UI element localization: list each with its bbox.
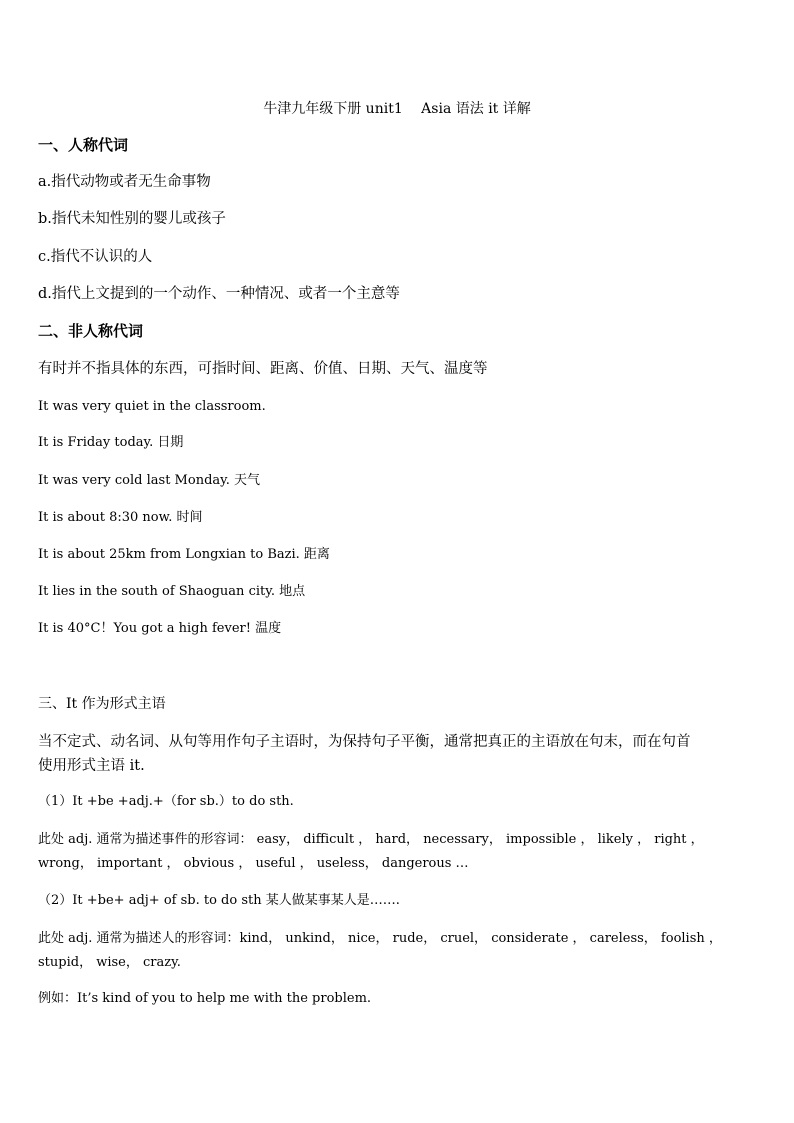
section2-example: It was very quiet in the classroom. [38,399,266,414]
section1-item-a: a.指代动物或者无生命事物 [38,174,211,190]
section2-example: It is 40°C！You got a high fever! 温度 [38,621,282,636]
section3-intro-line2: 使用形式主语 it. [38,758,145,774]
section2-heading: 二、非人称代词 [38,322,144,340]
section3-pattern2: （2）It +be+ adj+ of sb. to do sth 某人做某事某人是……. [38,893,400,908]
section2-example: It was very cold last Monday. 天气 [38,473,261,488]
section3-adjectives1-line1: 此处 adj. 通常为描述事件的形容词： easy， difficult ， hard， necessary， impossible ， likely ， right ， [38,832,704,847]
section3-heading: 三、It 作为形式主语 [38,696,166,712]
section1-item-b: b.指代未知性别的婴儿或孩子 [38,211,226,227]
section3-adjectives2-line2: stupid， wise， crazy. [38,955,181,970]
section1-heading: 一、人称代词 [38,136,129,154]
section3-example: 例如：It’s kind of you to help me with the problem. [38,991,372,1006]
section1-item-d: d.指代上文提到的一个动作、一种情况、或者一个主意等 [38,286,400,302]
section2-intro: 有时并不指具体的东西，可指时间、距离、价值、日期、天气、温度等 [38,361,488,377]
section2-example: It is about 8:30 now. 时间 [38,510,203,525]
section3-intro-line1: 当不定式、动名词、从句等用作句子主语时，为保持句子平衡，通常把真正的主语放在句末，而在句首 [38,734,691,750]
section3-adjectives1-line2: wrong， important ， obvious ， useful ， useless， dangerous … [38,856,469,871]
section3-adjectives2-line1: 此处 adj. 通常为描述人的形容词：kind， unkind， nice， rude， cruel， considerate ， careless， foolish ， [38,931,722,946]
document-title: 牛津九年级下册 unit1 Asia 语法 it 详解 [263,101,531,117]
section3-pattern1: （1）It +be +adj.+（for sb.）to do sth. [38,794,294,809]
section2-example: It is about 25km from Longxian to Bazi. 距离 [38,547,330,562]
section1-item-c: c.指代不认识的人 [38,249,153,265]
section2-example: It lies in the south of Shaoguan city. 地点 [38,584,306,599]
section2-example: It is Friday today. 日期 [38,435,184,450]
